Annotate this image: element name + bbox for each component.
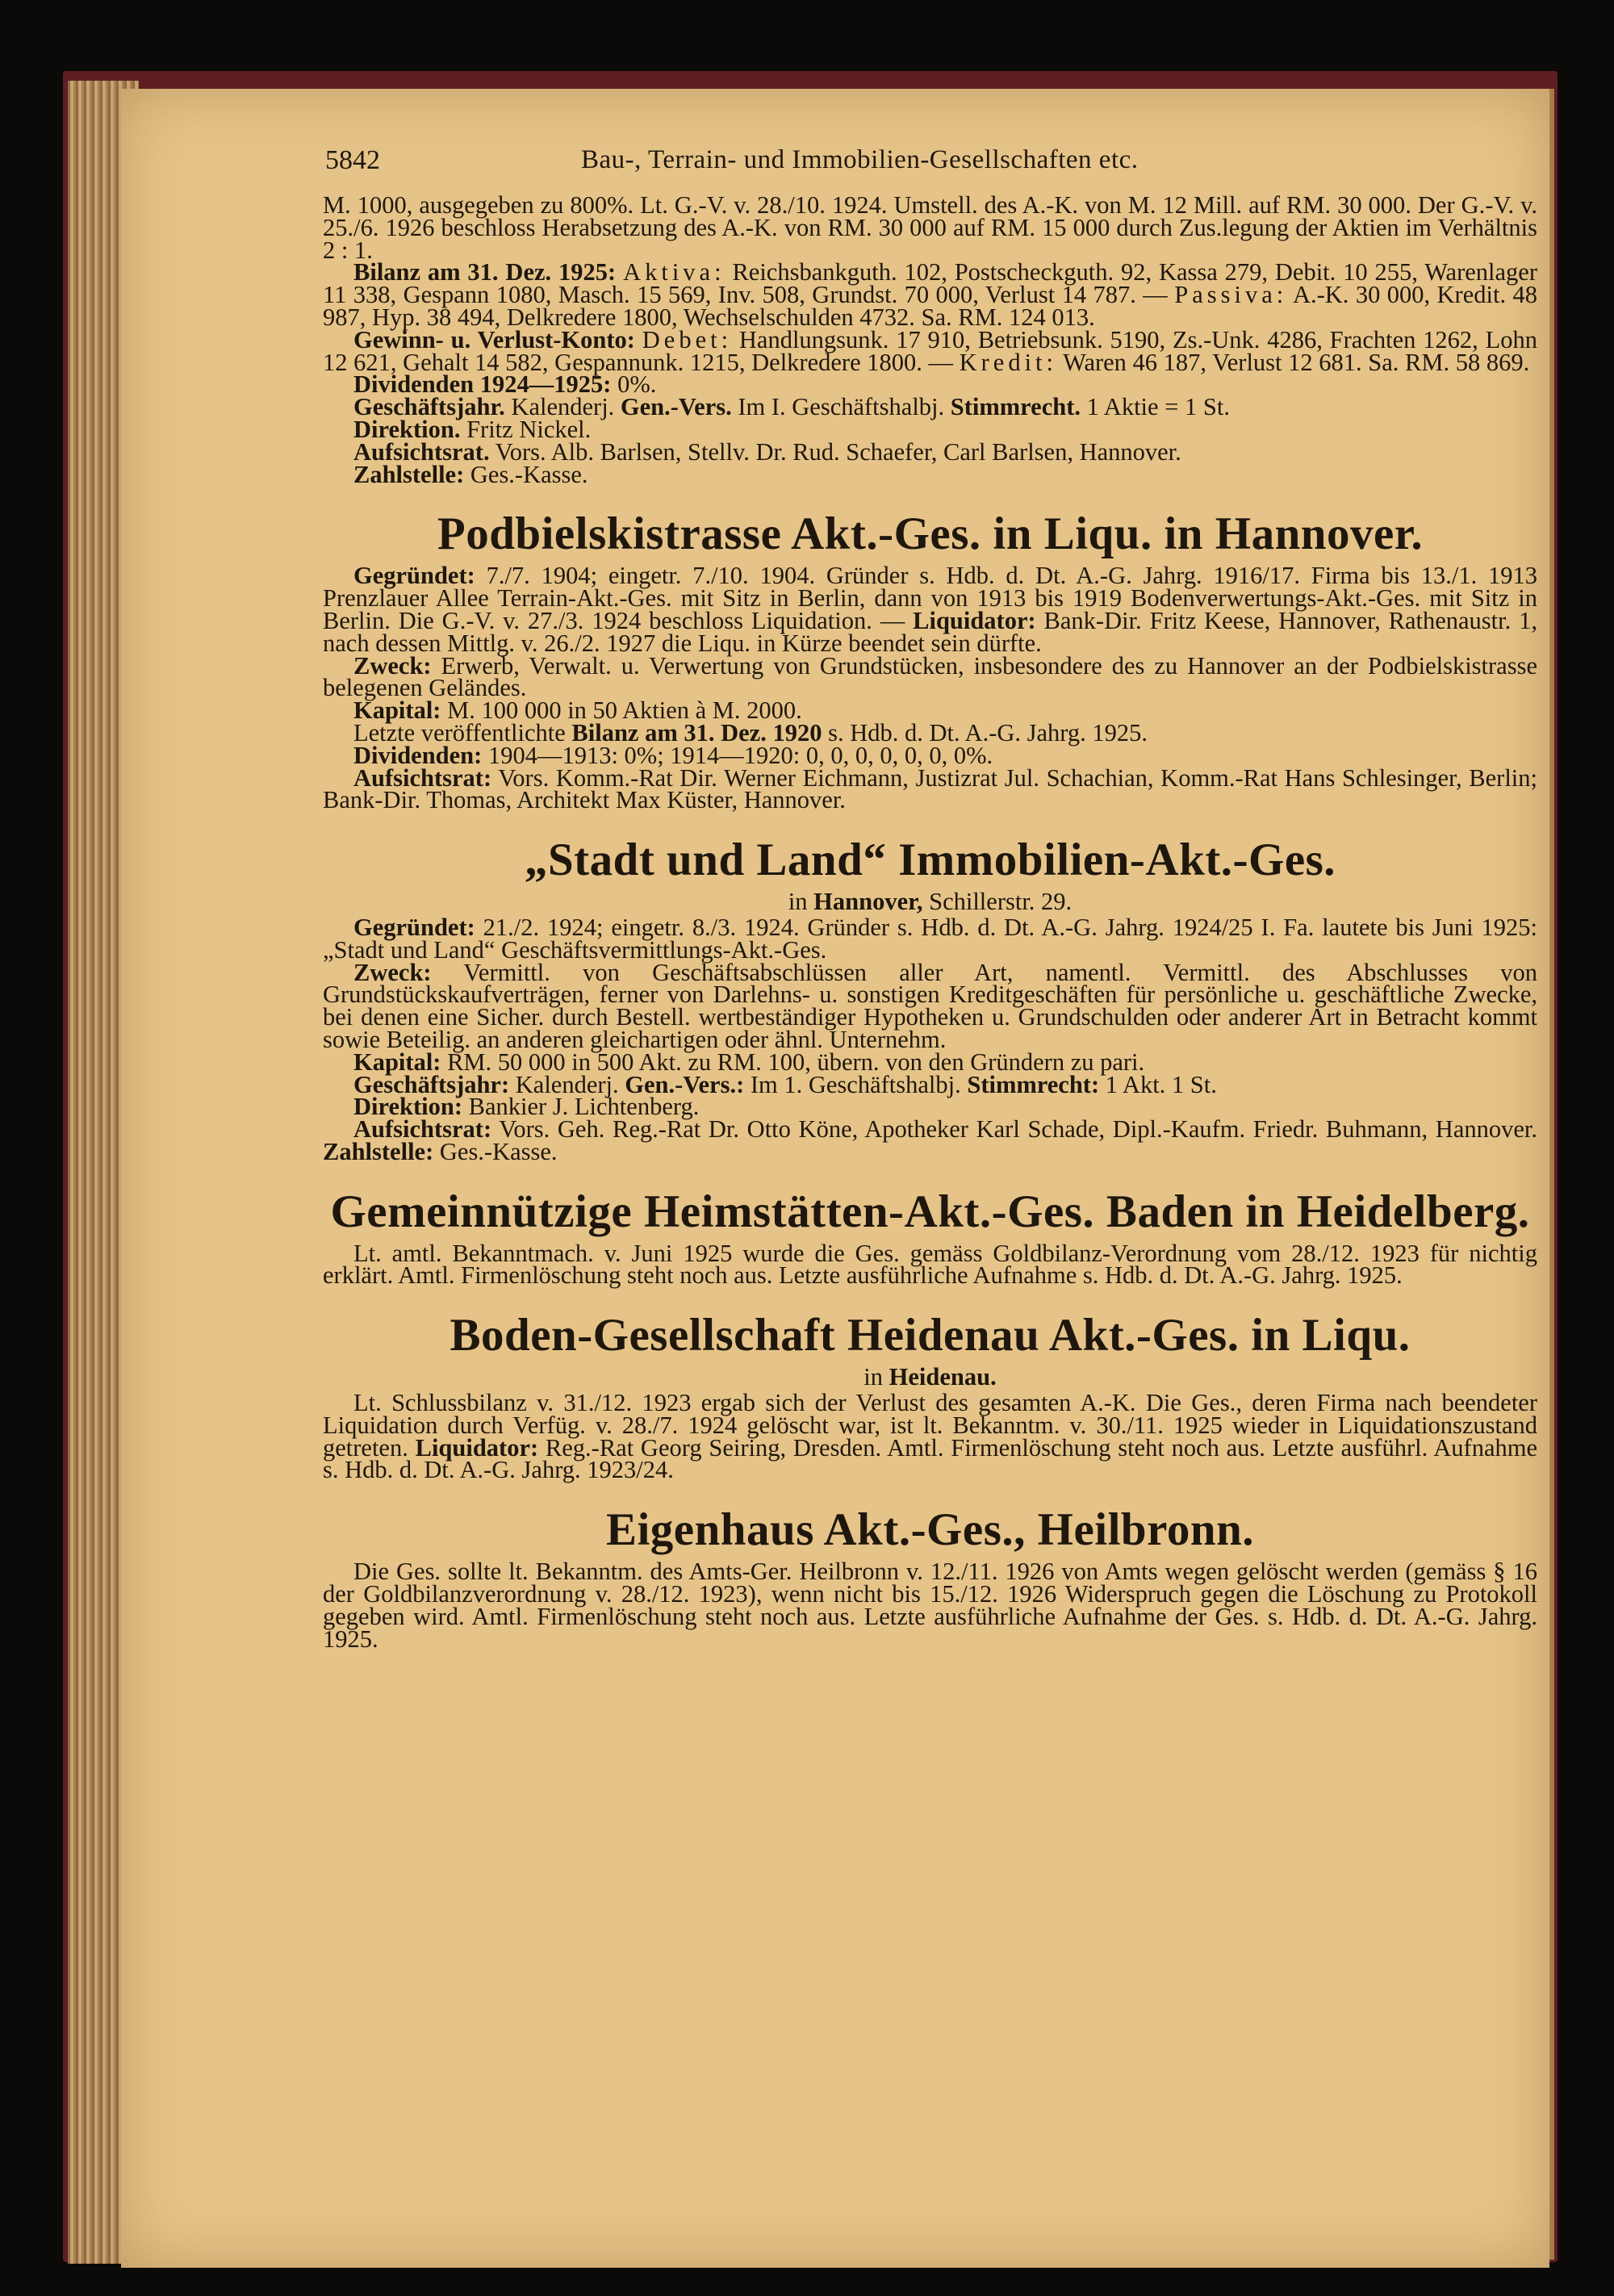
balance-paragraph: Letzte veröffentlichte Bilanz am 31. Dez. 1920 s. Hdb. d. Dt. A.-G. Jahrg. 1925. [353,718,1148,747]
meeting-paragraph: Geschäftsjahr. Kalenderj. Gen.-Vers. Im I. Geschäftshalbj. Stimmrecht. 1 Aktie = 1 St. [353,393,1230,421]
purpose-paragraph: Zweck: Vermittl. von Geschäftsabschlüssen aller Art, namentl. Vermittl. des Abschlusses von Grundstückskaufverträgen, ferner von Darlehns- u. sonstigen Kreditgeschäften für persönliche u. geschäftliche Zwecke, bei denen eine Sicher. durch Bestell. wertbeständiger Hypotheken u. Grundschulden oder anderer Art in Betracht kommt sowie Beteilig. an anderen gleichartigen oder ähnl. Unternehm. [323,958,1537,1053]
capital-paragraph: Kapital: RM. 50 000 in 500 Akt. zu RM. 100, übern. von den Gründern zu pari. [353,1048,1145,1076]
entry-location: in Hannover, Schillerstr. 29. [788,888,1073,916]
notice-paragraph: Lt. amtl. Bekanntmach. v. Juni 1925 wurde die Ges. gemäss Goldbilanz-Verordnung vom 28./12. 1923 für nichtig erklärt. Amtl. Firmenlöschung steht noch aus. Letzte ausführliche Aufnahme s. Hdb. d. Dt. A.-G. Jahrg. 1925. [323,1239,1537,1290]
entry-boden-heidenau [323,1311,1537,1482]
meeting-paragraph: Geschäftsjahr: Kalenderj. Gen.-Vers.: Im 1. Geschäftshalbj. Stimmrecht: 1 Akt. 1 St. [353,1070,1217,1098]
capital-paragraph: M. 1000, ausgegeben zu 800%. Lt. G.-V. v. 28./10. 1924. Umstell. des A.-K. von M. 12 Mill. auf RM. 30 000. Der G.-V. v. 25./6. 1926 beschloss Herabsetzung des A.-K. von RM. 30 000 auf RM. 15 000 durch Zus.legung der Aktien im Verhältnis 2 : 1. [323,191,1537,264]
running-title: Bau-, Terrain- und Immobilien-Gesellschaften etc. [581,145,1139,174]
entry-eigenhaus [323,1504,1537,1653]
entry-title: Gemeinnützige Heimstätten-Akt.-Ges. Baden in Heidelberg. [330,1186,1530,1237]
board-paragraph: Aufsichtsrat. Vors. Alb. Barlsen, Stellv. Dr. Rud. Schaefer, Carl Barlsen, Hannover. [353,437,1181,466]
page-content [198,145,1538,1653]
dividends-paragraph: Dividenden 1924—1925: 0%. [353,370,657,399]
entry-title: Podbielskistrasse Akt.-Ges. in Liqu. in Hannover. [437,508,1424,560]
entry-podbielskistrasse [323,510,1537,812]
capital-paragraph: Kapital: M. 100 000 in 50 Aktien à M. 2000. [353,696,802,725]
entry-heimstaetten-baden [323,1188,1537,1288]
dividends-paragraph: Dividenden: 1904—1913: 0%; 1914—1920: 0, 0, 0, 0, 0, 0, 0%. [353,741,993,769]
entry-location: in Heidenau. [863,1363,997,1391]
entry-title: Boden-Gesellschaft Heidenau Akt.-Ges. in Liqu. [449,1310,1411,1361]
purpose-paragraph: Zweck: Erwerb, Verwalt. u. Verwertung von Grundstücken, insbesondere des zu Hannover an der Podbielskistrasse belegenen Geländes. [323,651,1537,702]
board-paragraph: Aufsichtsrat: Vors. Geh. Reg.-Rat Dr. Otto Köne, Apotheker Karl Schade, Dipl.-Kaufm. Friedr. Buhmann, Hannover. Zahlstelle: Ges.-Kasse. [323,1115,1537,1165]
direction-paragraph: Direktion: Bankier J. Lichtenberg. [353,1093,700,1121]
paying-agent-paragraph: Zahlstelle: Ges.-Kasse. [353,460,588,488]
entry-stadt-und-land [323,836,1537,1164]
direction-paragraph: Direktion. Fritz Nickel. [353,415,592,443]
running-header [198,145,1537,183]
notice-paragraph: Lt. Schlussbilanz v. 31./12. 1923 ergab sich der Verlust des gesamten A.-K. Die Ges., deren Firma nach beendeter Liquidation durch Verfüg. v. 28./7. 1924 gelöscht war, ist lt. Bekanntm. v. 30./11. 1925 wieder in Liquidationszustand getreten. Liquidator: Reg.-Rat Georg Seiring, Dresden. Amtl. Firmenlöschung steht noch aus. Letzte ausführl. Aufnahme s. Hdb. d. Dt. A.-G. Jahrg. 1923/24. [323,1389,1538,1484]
board-paragraph: Aufsichtsrat: Vors. Komm.-Rat Dir. Werner Eichmann, Justizrat Jul. Schachian, Komm.-Rat Hans Schlesinger, Berlin; Bank-Dir. Thomas, Architekt Max Küster, Hannover. [323,763,1537,814]
entries [198,191,1538,1653]
entry-title: „Stadt und Land“ Immobilien-Akt.-Ges. [524,834,1336,886]
continued-entry [323,191,1537,488]
page-number: 5842 [325,145,380,175]
profit-loss-paragraph: Gewinn- u. Verlust-Konto: Debet: Handlungsunk. 17 910, Betriebsunk. 5190, Zs.-Unk. 4286, Frachten 1262, Lohn 12 621, Gehalt 14 582, Gespannunk. 1215, Delkredere 1800. — Kredit: Waren 46 187, Verlust 12 681. Sa. RM. 58 869. [323,325,1537,376]
founded-paragraph: Gegründet: 21./2. 1924; eingetr. 8./3. 1924. Gründer s. Hdb. d. Dt. A.-G. Jahrg. 1924/25 I. Fa. lautete bis Juni 1925: „Stadt und Land“ Geschäftsvermittlungs-Akt.-Ges. [323,913,1537,964]
entry-title: Eigenhaus Akt.-Ges., Heilbronn. [605,1504,1255,1556]
notice-paragraph: Die Ges. sollte lt. Bekanntm. des Amts-Ger. Heilbronn v. 12./11. 1926 von Amts wegen gelöscht werden (gemäss § 16 der Goldbilanzverordnung v. 28./12. 1923), wenn nicht bis 15./12. 1926 Widerspruch gegen die Löschung zu Protokoll gegeben wird. Amtl. Firmenlöschung steht noch aus. Letzte ausführliche Aufnahme der Ges. s. Hdb. d. Dt. A.-G. Jahrg. 1925. [323,1558,1537,1653]
balance-paragraph: Bilanz am 31. Dez. 1925: Aktiva: Reichsbankguth. 102, Postscheckguth. 92, Kassa 279, Debit. 10 255, Warenlager 11 338, Gespann 1080, Masch. 15 569, Inv. 508, Grundst. 70 000, Verlust 14 787. — Passiva: A.-K. 30 000, Kredit. 48 987, Hyp. 38 494, Delkredere 1800, Wechselschulden 4732. Sa. RM. 124 013. [323,258,1537,331]
founded-paragraph: Gegründet: 7./7. 1904; eingetr. 7./10. 1904. Gründer s. Hdb. d. Dt. A.-G. Jahrg. 1916/17. Firma bis 13./1. 1913 Prenzlauer Allee Terrain-Akt.-Ges. mit Sitz in Berlin, dann von 1913 bis 1919 Bodenverwertungs-Akt.-Ges. mit Sitz in Berlin. Die G.-V. v. 27./3. 1924 beschloss Liquidation. — Liquidator: Bank-Dir. Fritz Keese, Hannover, Rathenaustr. 1, nach dessen Mittlg. v. 26./2. 1927 die Liqu. in Kürze beendet sein dürfte. [323,562,1538,657]
